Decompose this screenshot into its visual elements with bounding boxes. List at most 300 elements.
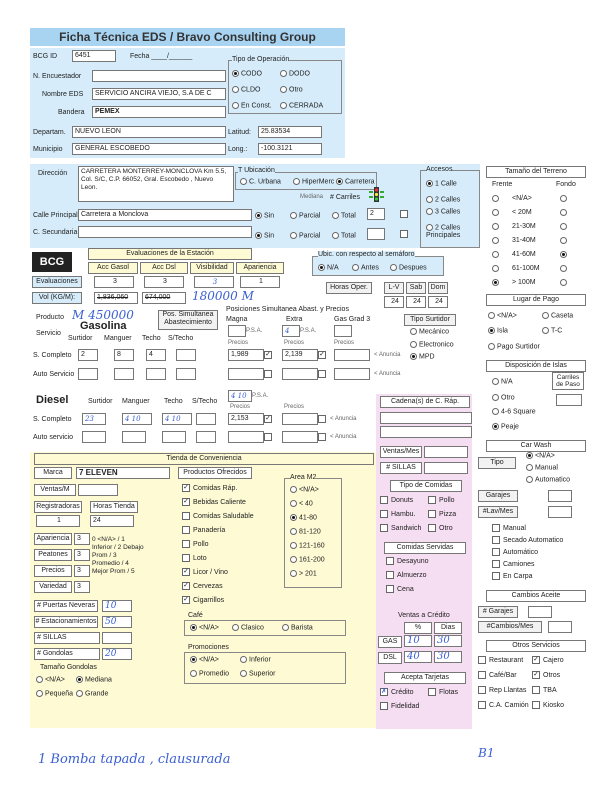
- vol-handwritten: 180000 M: [192, 289, 254, 303]
- otros-servicios-header: Otros Servicios: [486, 640, 586, 652]
- credito-dias-label: Dias: [434, 622, 462, 634]
- diesel-stecho-field[interactable]: [196, 413, 216, 425]
- bcg-id-field[interactable]: 6451: [72, 50, 116, 62]
- calle-parcial[interactable]: Parcial: [290, 212, 320, 219]
- pago-tc[interactable]: T-C: [542, 327, 562, 334]
- ventas-m-field[interactable]: [78, 484, 118, 496]
- nombre-eds-field[interactable]: SERVICIO ANCIRA VIEJO, S.A DE C: [92, 88, 226, 100]
- traffic-light-icon: [368, 186, 384, 204]
- diesel-auto-anuncia: < Anuncia: [330, 434, 357, 440]
- wash-item-1[interactable]: Secado Automatico: [492, 536, 563, 544]
- extra-auto-check[interactable]: [318, 370, 326, 378]
- ubic-urbana[interactable]: C. Urbana: [240, 178, 281, 185]
- cambios-garajes-label: # Garajes: [478, 606, 518, 618]
- surtidor-electronico[interactable]: Electronico: [410, 341, 454, 348]
- latitud-label: Latitud:: [228, 129, 251, 136]
- gas-manguer-label: Manguer: [104, 335, 132, 342]
- cambios-mes-label: #Cambios/Mes: [478, 621, 542, 633]
- magna-psa-field[interactable]: [228, 325, 246, 337]
- extra-psa-field[interactable]: 4: [282, 325, 300, 337]
- cambios-aceite-header: Cambios Aceite: [486, 590, 586, 602]
- diesel-title: Diesel: [36, 394, 69, 406]
- acceso-3-calles[interactable]: 3 Calles: [426, 208, 460, 215]
- longitud-label: Long.:: [228, 146, 248, 153]
- cafe-na[interactable]: <N/A>: [190, 624, 219, 631]
- gas3-precio-field[interactable]: [334, 349, 370, 361]
- surtidor-mecanico[interactable]: Mecánico: [410, 328, 449, 335]
- promo-label: Promociones: [188, 644, 229, 651]
- tamano-option-4: 41-60M: [512, 251, 536, 258]
- tipo-op-en-const[interactable]: En Const.: [232, 102, 272, 109]
- encuestador-label: N. Encuestador: [33, 73, 82, 80]
- producto-item-8[interactable]: ✓ Cigarrillos: [183, 596, 225, 604]
- horas-oper-label: Horas Oper.: [326, 282, 372, 294]
- frente-radio-5[interactable]: [492, 265, 501, 272]
- credito-pct-label: %: [404, 622, 432, 634]
- diesel-techo-field[interactable]: 4 10: [162, 413, 192, 425]
- otros-item-1[interactable]: ✓ Cajero: [533, 656, 564, 664]
- tipo-op-otro[interactable]: Otro: [280, 86, 303, 93]
- peatones-label: Peatones: [34, 549, 72, 561]
- otros-item-0[interactable]: Restaurant: [478, 656, 523, 664]
- frente-label: Frente: [492, 181, 513, 188]
- wash-item-0[interactable]: Manual: [492, 524, 526, 532]
- diesel-precio-field[interactable]: 2,153: [228, 413, 264, 425]
- wash-automatico[interactable]: Automatico: [526, 476, 570, 483]
- gas-surtidor-field[interactable]: 2: [78, 349, 98, 361]
- sec-carriles-field[interactable]: [367, 228, 385, 240]
- gas-auto-stecho[interactable]: [176, 368, 196, 380]
- bandera-label: Bandera: [58, 109, 85, 116]
- wash-item-2[interactable]: Automático: [492, 548, 538, 556]
- handwritten-note: 1 Bomba tapada , clausurada: [38, 752, 231, 767]
- diesel-techo-label: Techo: [164, 398, 183, 405]
- tarjeta-flotas[interactable]: Flotas: [428, 688, 458, 696]
- registradoras-field[interactable]: 1: [36, 515, 80, 527]
- fondo-label: Fondo: [556, 181, 576, 188]
- promo-na[interactable]: <N/A>: [190, 656, 219, 663]
- precios-tienda-field[interactable]: 3: [74, 565, 90, 577]
- direccion-label: Dirección: [38, 170, 68, 177]
- carriles-paso-label: Carriles de Paso: [552, 372, 584, 390]
- garajes-label: Garajes: [478, 490, 518, 502]
- producto-item-7[interactable]: ✓ Cervezas: [183, 582, 223, 590]
- tipo-comidas-header: Tipo de Comidas: [390, 480, 462, 492]
- wash-item-4[interactable]: En Carpa: [492, 572, 533, 580]
- pago-caseta[interactable]: Caseta: [542, 312, 573, 319]
- lav-mes-field[interactable]: [548, 506, 572, 518]
- credito-dsl-pct[interactable]: 40: [404, 651, 432, 663]
- sillas-tienda-label: # SILLAS: [34, 632, 100, 644]
- pago-surtidor[interactable]: Pago Surtidor: [488, 343, 540, 350]
- disp-square[interactable]: 4-6 Square: [492, 408, 536, 415]
- diesel-auto-precio2[interactable]: [282, 431, 318, 443]
- tipo-op-cerrada[interactable]: CERRADA: [280, 102, 323, 109]
- encuestador-field[interactable]: [92, 70, 226, 82]
- gondolas-label: # Gondolas: [34, 648, 100, 660]
- diesel-surtidor-label: Surtidor: [88, 398, 113, 405]
- diesel-psa-field[interactable]: 4 10: [228, 390, 252, 402]
- gas3-label: Gas Grad 3: [334, 316, 371, 323]
- tamano-option-2: 21-30M: [512, 223, 536, 230]
- diesel-precio2-check[interactable]: [318, 415, 326, 423]
- semaforo-na[interactable]: N/A: [318, 264, 339, 271]
- gas-auto-manguer[interactable]: [114, 368, 134, 380]
- fecha-label: Fecha ____/______: [130, 53, 193, 60]
- area-option-1[interactable]: < 40: [290, 500, 313, 507]
- cambios-garajes-field[interactable]: [528, 606, 552, 618]
- estacionamientos-field[interactable]: 50: [102, 616, 132, 628]
- frente-radio-1[interactable]: [492, 209, 501, 216]
- area-option-3[interactable]: 81-120: [290, 528, 321, 535]
- cambios-mes-field[interactable]: [548, 621, 572, 633]
- diesel-auto-check[interactable]: [264, 433, 272, 441]
- neveras-label: # Puertas Neveras: [34, 600, 98, 612]
- tamano-option-6: > 100M: [512, 279, 536, 286]
- horas-dom-field[interactable]: 24: [428, 296, 448, 308]
- magna-psa-label: P.S.A.: [246, 328, 263, 334]
- cafe-clasico[interactable]: Clasico: [232, 624, 264, 631]
- frente-radio-3[interactable]: [492, 237, 501, 244]
- tamano-option-5: 61-100M: [512, 265, 540, 272]
- otros-item-6[interactable]: C.A. Camión: [478, 701, 529, 709]
- bcg-logo: BCG: [32, 252, 72, 272]
- mediana-label: Mediana: [300, 194, 324, 200]
- estacionamientos-label: # Estacionamientos: [34, 616, 98, 628]
- fondo-radio-0[interactable]: [560, 195, 569, 202]
- tarjetas-header: Acepta Tarjetas: [384, 672, 466, 684]
- magna-precio-check[interactable]: ✓: [265, 351, 271, 358]
- gas3-precios-label: Precios: [334, 340, 355, 346]
- nombre-eds-label: Nombre EDS: [42, 91, 84, 98]
- eval-apariencia[interactable]: 1: [240, 276, 280, 288]
- frente-radio-0[interactable]: [492, 195, 501, 202]
- gas3-psa-field[interactable]: [334, 325, 352, 337]
- ventas-m-label: Ventas/M: [34, 484, 76, 496]
- gas-techo-field[interactable]: 4: [146, 349, 166, 361]
- otros-item-7[interactable]: Kiosko: [532, 701, 564, 709]
- cafe-label: Café: [188, 612, 203, 619]
- area-label: Area M2: [290, 474, 317, 481]
- extra-precio-field[interactable]: 2,139: [282, 349, 318, 361]
- horas-lv-field[interactable]: 24: [384, 296, 404, 308]
- gas-surtidor-label: Surtidor: [68, 335, 93, 342]
- gas-auto-techo[interactable]: [146, 368, 166, 380]
- comida-item-5[interactable]: Otro: [428, 524, 453, 532]
- semaforo-antes[interactable]: Antes: [352, 264, 379, 271]
- disp-na[interactable]: N/A: [492, 378, 513, 385]
- gas3-auto-precio[interactable]: [334, 368, 370, 380]
- extra-precio-check[interactable]: ✓: [319, 351, 325, 358]
- tipo-op-dodo[interactable]: DODO: [280, 70, 310, 77]
- comida-item-2[interactable]: Hambu.: [380, 510, 416, 518]
- diesel-auto-manguer[interactable]: [122, 431, 146, 443]
- acceso-2-calles[interactable]: 2 Calles: [426, 196, 460, 203]
- productos-header: Productos Ofrecidos: [178, 467, 252, 479]
- calle-sin[interactable]: Sin: [255, 212, 274, 219]
- tipo-op-cldo[interactable]: CLDO: [232, 86, 260, 93]
- form-title: Ficha Técnica EDS / Bravo Consulting Group: [30, 28, 345, 46]
- variedad-label: Variedad: [34, 581, 72, 593]
- area-option-6[interactable]: > 201: [290, 570, 317, 577]
- diesel-surtidor-field[interactable]: 23: [82, 413, 106, 425]
- gas-auto-surtidor[interactable]: [78, 368, 98, 380]
- diesel-auto-techo[interactable]: [162, 431, 186, 443]
- disp-peaje[interactable]: Peaje: [492, 423, 519, 430]
- lugar-pago-header: Lugar de Pago: [486, 294, 586, 306]
- tamano-terreno-header: Tamaño del Terreno: [486, 166, 586, 178]
- sec-sin[interactable]: Sin: [255, 232, 274, 239]
- horas-dom-label: Dom: [428, 282, 448, 294]
- diesel-auto-check2[interactable]: [318, 433, 326, 441]
- gas-techo-label: Techo: [142, 335, 161, 342]
- gas-stecho-field[interactable]: [176, 349, 196, 361]
- gas-autoservicio-label: Auto Servicio: [33, 371, 75, 378]
- eval-col-acc-gasol: Acc Gasol: [88, 262, 138, 274]
- diesel-manguer-label: Manguer: [122, 398, 150, 405]
- latitud-field[interactable]: 25.83534: [258, 126, 322, 138]
- credito-gas-pct[interactable]: 10: [404, 635, 432, 647]
- gondolas-field[interactable]: 20: [102, 648, 132, 660]
- producto-item-5[interactable]: Loto: [182, 554, 207, 562]
- vol-label: Vol (KG/M):: [32, 292, 82, 304]
- eval-visibilidad[interactable]: 3: [194, 276, 234, 288]
- gas-stecho-label: S/Techo: [168, 335, 194, 342]
- diesel-auto-precio[interactable]: [228, 431, 264, 443]
- variedad-field[interactable]: 3: [74, 581, 90, 593]
- departam-field[interactable]: NUEVO LEON: [72, 126, 226, 138]
- marca-field[interactable]: 7 ELEVEN: [76, 467, 170, 479]
- servida-almuerzo[interactable]: Almuerzo: [386, 571, 427, 579]
- vol-field-1[interactable]: 1,836,060: [94, 292, 138, 304]
- horas-tienda-field[interactable]: 24: [90, 515, 134, 527]
- extra-label: Extra: [286, 316, 303, 323]
- gas-auto-anuncia: < Anuncia: [374, 371, 401, 377]
- fondo-radio-4[interactable]: [560, 251, 569, 258]
- accesos-label: Accesos: [426, 166, 453, 173]
- servicio-label: Servicio: [36, 330, 61, 337]
- frente-radio-4[interactable]: [492, 251, 501, 258]
- pago-isla[interactable]: Isla: [488, 327, 508, 334]
- carriles-check[interactable]: [400, 210, 408, 218]
- vol-field-2[interactable]: 674,000: [142, 292, 186, 304]
- wash-na[interactable]: <N/A>: [526, 452, 555, 459]
- pos-simultanea-label: Pos. Simultanea Abastecimiento: [158, 310, 218, 330]
- diesel-precio-check[interactable]: ✓: [265, 415, 271, 422]
- promo-promedio[interactable]: Promedio: [190, 670, 229, 677]
- eval-col-apariencia: Apariencia: [236, 262, 284, 274]
- departam-label: Departam.: [33, 129, 66, 136]
- area-option-2[interactable]: 41-80: [290, 514, 317, 521]
- extra-psa-label: P.S.A.: [300, 328, 317, 334]
- extra-auto-precio[interactable]: [282, 368, 318, 380]
- credito-dsl-label: DSL: [378, 652, 402, 664]
- producto-item-1[interactable]: ✓ Bebidas Caliente: [183, 498, 246, 506]
- sec-total[interactable]: Total: [332, 232, 356, 239]
- ventas-mes-label: Ventas/Mes: [380, 446, 422, 458]
- disposicion-header: Disposición de Islas: [486, 360, 586, 372]
- sillas-label-food: # SILLAS: [380, 462, 422, 474]
- credito-dsl-dias[interactable]: 30: [434, 651, 462, 663]
- acceso-1-calle[interactable]: 1 Calle: [426, 180, 457, 187]
- bandera-field[interactable]: PEMEX: [92, 106, 226, 118]
- tipo-operacion-label: Tipo de Operación: [232, 56, 290, 63]
- semaforo-label: Ubic. con respecto al semáforo: [318, 251, 415, 258]
- otros-item-4[interactable]: Rep Llantas: [478, 686, 526, 694]
- credito-gas-label: GAS: [378, 636, 402, 648]
- pago-na[interactable]: <N/A>: [488, 312, 517, 319]
- fondo-radio-2[interactable]: [560, 223, 569, 230]
- sillas-field-food[interactable]: [424, 462, 468, 474]
- diesel-auto-stecho[interactable]: [196, 431, 216, 443]
- cadena-field-1[interactable]: [380, 412, 472, 424]
- gondola-pequena[interactable]: Pequeña: [36, 690, 73, 697]
- magna-auto-precio[interactable]: [228, 368, 264, 380]
- tam-gondolas-label: Tamaño Gondolas: [40, 664, 97, 671]
- eval-acc-dsl[interactable]: 3: [144, 276, 184, 288]
- ventas-mes-field[interactable]: [424, 446, 468, 458]
- apariencia-field[interactable]: 3: [74, 533, 90, 545]
- diesel-precio2-field[interactable]: [282, 413, 318, 425]
- otros-item-3[interactable]: ✓ Otros: [533, 671, 561, 679]
- frente-radio-2[interactable]: [492, 223, 501, 230]
- magna-label: Magna: [226, 316, 248, 323]
- calle-secundaria-label: C. Secundaria: [33, 229, 78, 236]
- ubic-hipermerc[interactable]: HiperMerc: [293, 178, 334, 185]
- otros-item-5[interactable]: TBA: [532, 686, 557, 694]
- fondo-radio-6[interactable]: [560, 279, 569, 286]
- direccion-field[interactable]: CARRETERA MONTERREY-MONCLOVA Km 5.5, Col. S/C, C.P. 66052, Gral. Escobedo , Nuevo Leon.: [78, 166, 234, 202]
- disp-otro[interactable]: Otro: [492, 394, 515, 401]
- extra-precios-label: Precios: [284, 340, 305, 346]
- wash-manual[interactable]: Manual: [526, 464, 558, 471]
- diesel-anuncia: < Anuncia: [330, 416, 357, 422]
- fondo-radio-1[interactable]: [560, 209, 569, 216]
- diesel-manguer-field[interactable]: 4 10: [122, 413, 152, 425]
- precios-tienda-label: Precios: [34, 565, 72, 577]
- carriles-label: # Carriles: [330, 194, 360, 201]
- horas-lv-label: L-V: [384, 282, 404, 294]
- cadena-field-2[interactable]: [380, 426, 472, 438]
- marca-label: Marca: [34, 467, 72, 479]
- car-wash-header: Car Wash: [486, 440, 586, 452]
- diesel-psa-label: P.S.A.: [252, 393, 269, 399]
- gasolina-title: Gasolina: [80, 320, 127, 332]
- handwritten-note-2: B1: [478, 746, 495, 760]
- promo-superior[interactable]: Superior: [240, 670, 275, 677]
- wash-item-3[interactable]: Camiones: [492, 560, 535, 568]
- diesel-auto-surtidor[interactable]: [82, 431, 106, 443]
- gondola-grande[interactable]: Grande: [76, 690, 108, 697]
- eval-col-acc-dsl: Acc Dsl: [140, 262, 188, 274]
- municipio-field[interactable]: GENERAL ESCOBEDO: [72, 143, 226, 155]
- producto-item-6[interactable]: ✓ Licor / Vino: [183, 568, 228, 576]
- magna-auto-check[interactable]: [264, 370, 272, 378]
- sillas-tienda-field[interactable]: [102, 632, 132, 644]
- tarjeta-credito[interactable]: ✗ Crédito: [381, 688, 414, 696]
- horas-tienda-label: Horas Tienda: [90, 501, 138, 513]
- diesel-scompleto-label: S. Completo: [33, 416, 72, 423]
- frente-radio-6[interactable]: [492, 279, 501, 286]
- horas-sab-label: Sab: [406, 282, 426, 294]
- magna-precio-field[interactable]: 1,989: [228, 349, 264, 361]
- servida-cena[interactable]: Cena: [386, 585, 414, 593]
- calle-secundaria-field[interactable]: [78, 226, 252, 238]
- carriles-paso-field[interactable]: [556, 394, 582, 406]
- servida-desayuno[interactable]: Desayuno: [386, 557, 429, 565]
- producto-item-2[interactable]: Comidas Saludable: [182, 512, 254, 520]
- area-option-5[interactable]: 161-200: [290, 556, 325, 563]
- diesel-stecho-label: S/Techo: [192, 398, 218, 405]
- lav-mes-label: #Lav/Mes: [478, 506, 518, 518]
- carriles-field[interactable]: 2: [367, 208, 385, 220]
- tarjeta-fidelidad[interactable]: Fidelidad: [380, 702, 419, 710]
- garajes-field[interactable]: [548, 490, 572, 502]
- credito-gas-dias[interactable]: 30: [434, 635, 462, 647]
- municipio-label: Municipio: [33, 146, 63, 153]
- area-option-0[interactable]: <N/A>: [290, 486, 319, 493]
- cadena-header: Cadena(s) de C. Ráp.: [380, 396, 470, 408]
- calle-principal-field[interactable]: Carretera a Monclova: [78, 209, 252, 221]
- gondola-mediana[interactable]: Mediana: [76, 676, 112, 683]
- gas-manguer-field[interactable]: 8: [114, 349, 134, 361]
- eval-acc-gasol[interactable]: 3: [94, 276, 134, 288]
- sec-carriles-check[interactable]: [400, 230, 408, 238]
- longitud-field[interactable]: -100.3121: [258, 143, 322, 155]
- apariencia-label: Apariencia: [34, 533, 72, 545]
- producto-item-3[interactable]: Panadería: [182, 526, 225, 534]
- cafe-barista[interactable]: Barista: [282, 624, 313, 631]
- gondola-na[interactable]: <N/A>: [36, 676, 65, 683]
- comida-item-4[interactable]: Sandwich: [380, 524, 421, 532]
- comida-item-3[interactable]: Pizza: [428, 510, 456, 518]
- posiciones-label: Posiciones Simultanea Abast. y Precios: [226, 306, 349, 313]
- ventas-credito-label: Ventas a Crédito: [398, 612, 450, 619]
- evaluaciones-header: Evaluaciones de la Estación: [88, 248, 252, 260]
- ubicacion-label: T Ubicación: [238, 167, 275, 174]
- calle-total[interactable]: Total: [332, 212, 356, 219]
- otros-item-2[interactable]: Café/Bar: [478, 671, 517, 679]
- tipo-op-codo[interactable]: CODO: [232, 70, 262, 77]
- tamano-option-3: 31-40M: [512, 237, 536, 244]
- peatones-field[interactable]: 3: [74, 549, 90, 561]
- registradoras-label: Registradoras: [34, 501, 82, 513]
- semaforo-despues[interactable]: Despues: [390, 264, 427, 271]
- eval-col-visibilidad: Visibilidad: [190, 262, 234, 274]
- area-option-4[interactable]: 121-160: [290, 542, 325, 549]
- diesel-autoservicio-label: Auto servicio: [33, 434, 74, 441]
- ubic-carretera[interactable]: Carretera: [336, 178, 375, 185]
- fondo-radio-3[interactable]: [560, 237, 569, 244]
- sec-parcial[interactable]: Parcial: [290, 232, 320, 239]
- comidas-servidas-header: Comidas Servidas: [384, 542, 466, 554]
- fondo-radio-5[interactable]: [560, 265, 569, 272]
- gas-scompleto-label: S. Completo: [33, 352, 72, 359]
- rating-legend: 0 <N/A> / 1 Inferior / 2 Debajo Prom / 3 Promedio / 4 Mejor Prom / 5: [92, 536, 144, 575]
- tamano-option-0: <N/A>: [512, 195, 532, 202]
- producto-item-0[interactable]: ✓ Comidas Ráp.: [183, 484, 238, 492]
- surtidor-mpd[interactable]: MPD: [410, 353, 435, 360]
- calle-principal-label: Calle Principal: [33, 212, 78, 219]
- magna-precios-label: Precios: [228, 340, 249, 346]
- promo-inferior[interactable]: Inferior: [240, 656, 271, 663]
- acceso-2-principales[interactable]: 2 Calles Principales: [426, 224, 461, 240]
- comida-item-1[interactable]: Pollo: [428, 496, 455, 504]
- horas-sab-field[interactable]: 24: [406, 296, 426, 308]
- producto-item-4[interactable]: Pollo: [182, 540, 209, 548]
- neveras-field[interactable]: 10: [102, 600, 132, 612]
- comida-item-0[interactable]: Donuts: [380, 496, 413, 504]
